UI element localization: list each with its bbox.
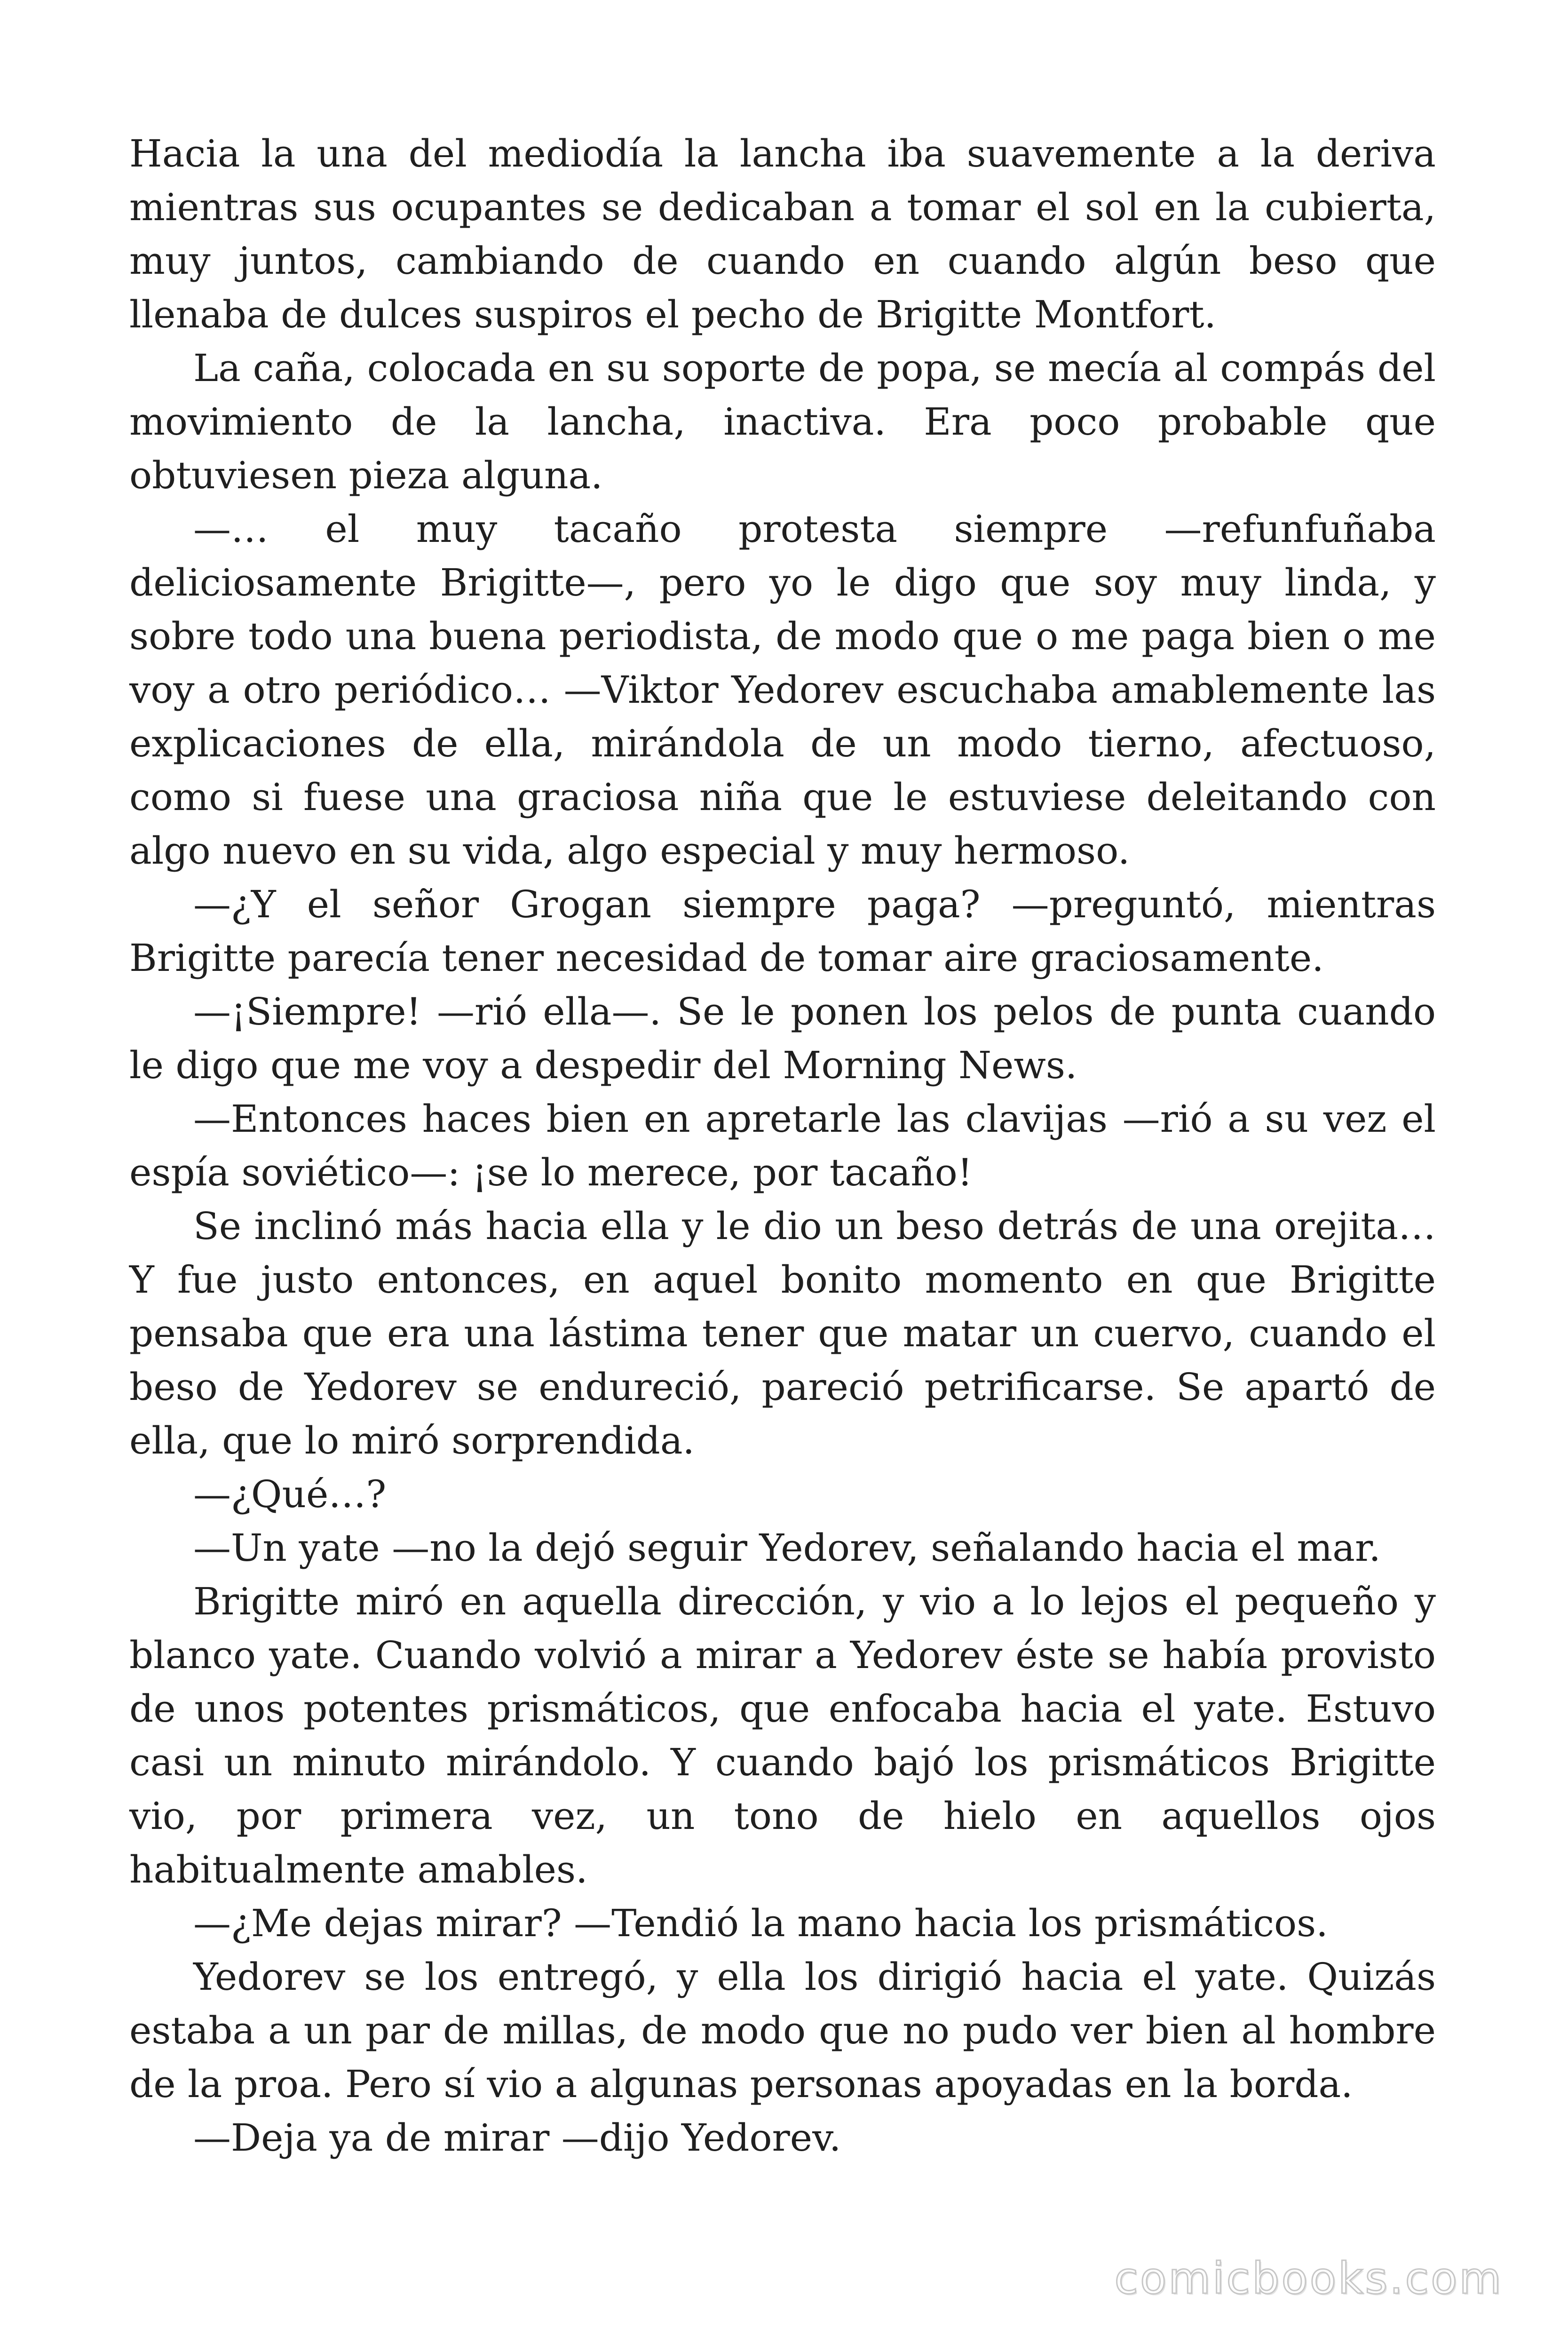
paragraph: —Un yate —no la dejó seguir Yedorev, señalando hacia el mar. — [193, 1526, 1381, 1570]
paragraph: —Deja ya de mirar —dijo Yedorev. — [193, 2116, 841, 2160]
paragraph: —… el muy tacaño protesta siempre —refunfuñaba deliciosamente Brigitte—, pero yo le digo que soy muy linda, y sobre todo una buena periodista, de modo que o me paga bien o me voy a otro periódico… —Viktor Yedorev escuchaba amablemente las explicaciones de ella, mirándola de un modo tierno, afectuoso, como si fuese una graciosa niña que le estuviese deleitando con algo nuevo en su vida, algo especial y muy hermoso. — [129, 507, 1436, 873]
watermark: comicbooks.com — [1114, 2253, 1503, 2304]
paragraph: Hacia la una del mediodía la lancha iba suavemente a la deriva mientras sus ocupantes se dedicaban a tomar el sol en la cubierta, muy juntos, cambiando de cuando en cuando algún beso que llenaba de dulces suspiros el pecho de Brigitte Montfort. — [129, 132, 1436, 336]
paragraph: —Entonces haces bien en apretarle las clavijas —rió a su vez el espía soviético—: ¡se lo merece, por tacaño! — [129, 1097, 1436, 1194]
paragraph: —¡Siempre! —rió ella—. Se le ponen los pelos de punta cuando le digo que me voy a despedir del Morning News. — [129, 990, 1436, 1087]
paragraph: —¿Qué…? — [193, 1472, 387, 1516]
paragraph: —¿Me dejas mirar? —Tendió la mano hacia los prismáticos. — [193, 1901, 1328, 1945]
paragraph: —¿Y el señor Grogan siempre paga? —preguntó, mientras Brigitte parecía tener necesidad de tomar aire graciosamente. — [129, 882, 1436, 980]
paragraph: Brigitte miró en aquella dirección, y vio a lo lejos el pequeño y blanco yate. Cuando volvió a mirar a Yedorev éste se había provisto de unos potentes prismáticos, que enfocaba hacia el yate. Estuvo casi un minuto mirándolo. Y cuando bajó los prismáticos Brigitte vio, por primera vez, un tono de hielo en aquellos ojos habitualmente amables. — [129, 1580, 1436, 1891]
paragraph: Yedorev se los entregó, y ella los dirigió hacia el yate. Quizás estaba a un par de millas, de modo que no pudo ver bien al hombre de la proa. Pero sí vio a algunas personas apoyadas en la borda. — [129, 1955, 1436, 2106]
page-body — [129, 127, 1436, 2165]
paragraph: La caña, colocada en su soporte de popa, se mecía al compás del movimiento de la lancha, inactiva. Era poco probable que obtuviesen pieza alguna. — [129, 346, 1436, 497]
paragraph: Se inclinó más hacia ella y le dio un beso detrás de una orejita… Y fue justo entonces, en aquel bonito momento en que Brigitte pensaba que era una lástima tener que matar un cuervo, cuando el beso de Yedorev se endureció, pareció petrificarse. Se apartó de ella, que lo miró sorprendida. — [129, 1204, 1436, 1462]
